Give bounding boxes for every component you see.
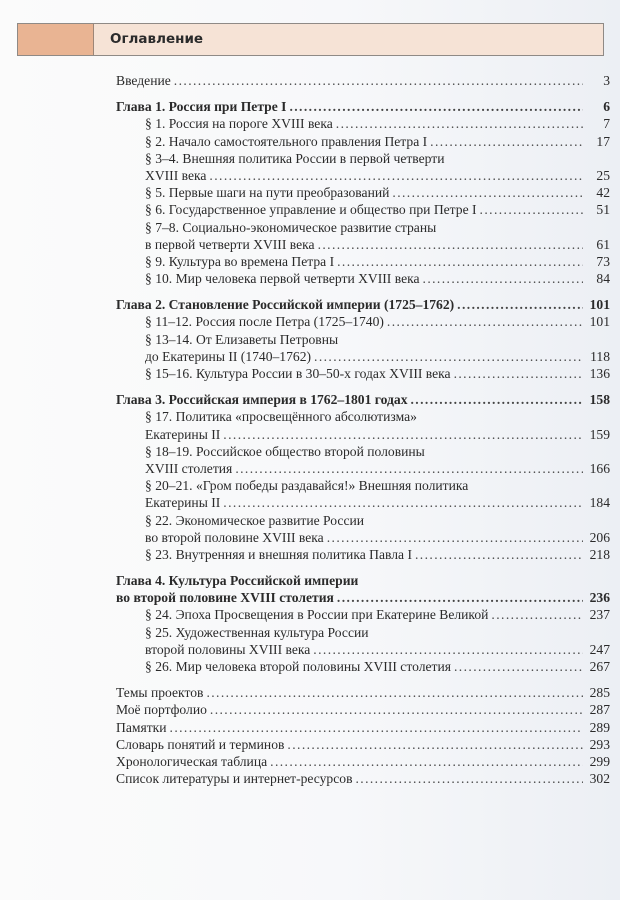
toc-entry-chronology[interactable] [116, 753, 610, 770]
section-title-line2: XVIII века [145, 167, 207, 183]
page-number: 84 [596, 271, 610, 287]
toc-entry-projects[interactable] [116, 684, 610, 701]
dot-leader [270, 753, 583, 770]
toc-section[interactable] [116, 115, 610, 132]
toc-section[interactable] [116, 331, 610, 365]
section-title: § 1. Россия на пороге XVIII века [145, 116, 333, 132]
section-title: § 26. Мир человека второй половины XVIII столетия [145, 659, 451, 674]
toc-section[interactable] [116, 512, 610, 546]
section-title: § 15–16. Культура России в 30–50-х годах XVIII века [145, 366, 451, 381]
toc-chapter-1[interactable] [116, 98, 610, 115]
entry-label: Словарь понятий и терминов [116, 736, 285, 752]
page-title: Оглавление [110, 31, 204, 47]
dot-leader [430, 133, 583, 150]
toc-entry-memos[interactable] [116, 719, 610, 736]
toc-section[interactable] [116, 270, 610, 287]
section-title-line2: в первой четверти XVIII века [145, 236, 315, 252]
dot-leader [454, 658, 583, 675]
chapter-title: Глава 1. Россия при Петре I [116, 99, 287, 115]
section-title: § 11–12. Россия после Петра (1725–1740) [145, 314, 384, 330]
dot-leader [480, 201, 583, 218]
section-title-line1: § 17. Политика «просвещённого абсолютизма» [145, 409, 417, 425]
page-number: 159 [589, 426, 610, 442]
section-title-line2: во второй половине XVIII века [145, 529, 324, 545]
page-number: 3 [603, 73, 610, 88]
entry-label: Моё портфолио [116, 702, 207, 718]
section-title-line1: § 3–4. Внешняя политика России в первой четверти [145, 150, 445, 166]
page-number: 118 [590, 348, 610, 364]
section-title-line1: § 20–21. «Гром победы раздавайся!» Внешняя политика [145, 478, 469, 494]
toc-section[interactable] [116, 408, 610, 442]
page-number: 101 [589, 314, 610, 330]
page-number: 302 [589, 771, 610, 787]
dot-leader [289, 98, 583, 115]
toc-header [17, 23, 604, 56]
dot-leader [491, 606, 583, 623]
dot-leader [337, 589, 583, 606]
toc-section[interactable] [116, 658, 610, 675]
section-title: § 23. Внутренняя и внешняя политика Павла I [145, 546, 412, 562]
entry-label: Введение [116, 73, 171, 88]
dot-leader [170, 719, 583, 736]
entry-label: Памятки [116, 719, 167, 735]
page-number: 285 [589, 685, 610, 701]
section-title-line2: Екатерины II [145, 495, 221, 511]
chapter-title-line1: Глава 4. Культура Российской империи [116, 573, 359, 589]
page-number: 218 [589, 546, 610, 562]
page-number: 17 [596, 133, 610, 149]
section-title-line1: § 7–8. Социально-экономическое развитие страны [145, 219, 437, 235]
page-number: 267 [589, 659, 610, 674]
page-number: 158 [589, 392, 610, 408]
toc-entry-intro[interactable] [116, 72, 610, 89]
page-number: 7 [603, 116, 610, 132]
dot-leader [457, 296, 583, 313]
dot-leader [337, 253, 583, 270]
toc-section[interactable] [116, 546, 610, 563]
section-title: § 6. Государственное управление и общество при Петре I [145, 202, 477, 218]
page-number: 6 [603, 99, 610, 115]
section-title-line2: Екатерины II [145, 426, 221, 442]
toc-section[interactable] [116, 477, 610, 511]
page-number: 236 [589, 590, 610, 606]
entry-label: Темы проектов [116, 685, 204, 701]
dot-leader [387, 313, 583, 330]
section-title-line2: второй половины XVIII века [145, 641, 311, 657]
entry-label: Хронологическая таблица [116, 753, 268, 769]
toc-section[interactable] [116, 624, 610, 658]
section-title: § 10. Мир человека первой четверти XVIII века [145, 271, 420, 287]
dot-leader [423, 270, 583, 287]
chapter-title: Глава 3. Российская империя в 1762–1801 годах [116, 392, 408, 408]
dot-leader [327, 529, 583, 546]
toc-entry-references[interactable] [116, 770, 610, 787]
dot-leader [313, 641, 583, 658]
section-title-line1: § 25. Художественная культура России [145, 624, 369, 640]
section-title-line2: XVIII столетия [145, 460, 233, 476]
page-number: 101 [589, 297, 610, 313]
section-title-line1: § 13–14. От Елизаветы Петровны [145, 331, 339, 347]
page-number: 61 [596, 236, 610, 252]
page-number: 287 [589, 702, 610, 718]
toc-section[interactable] [116, 219, 610, 253]
page-number: 289 [589, 719, 610, 735]
page-number: 299 [589, 753, 610, 769]
page-number: 247 [589, 641, 610, 657]
page-number: 25 [596, 167, 610, 183]
dot-leader [454, 365, 583, 382]
section-title: § 24. Эпоха Просвещения в России при Екатерине Великой [145, 607, 489, 623]
chapter-title-line2: во второй половине XVIII столетия [116, 590, 334, 606]
toc-section[interactable] [116, 443, 610, 477]
dot-leader [206, 684, 583, 701]
dot-leader [411, 391, 584, 408]
page-number: 237 [589, 607, 610, 623]
toc-section[interactable] [116, 253, 610, 270]
toc-section[interactable] [116, 606, 610, 623]
dot-leader [287, 736, 583, 753]
page-number: 42 [596, 185, 610, 201]
page-number: 184 [589, 495, 610, 511]
dot-leader [223, 426, 583, 443]
header-accent-block [18, 24, 94, 55]
toc-chapter-3[interactable] [116, 391, 610, 408]
section-title: § 5. Первые шаги на пути преобразований [145, 185, 390, 201]
dot-leader [415, 546, 583, 563]
page-number: 166 [589, 460, 610, 476]
toc-section[interactable] [116, 133, 610, 150]
dot-leader [235, 460, 583, 477]
page-number: 206 [589, 529, 610, 545]
toc-entry-glossary[interactable] [116, 736, 610, 753]
section-title-line1: § 22. Экономическое развитие России [145, 512, 365, 528]
dot-leader [314, 348, 583, 365]
page-number: 293 [589, 736, 610, 752]
dot-leader [392, 184, 583, 201]
section-title: § 9. Культура во времена Петра I [145, 253, 335, 269]
dot-leader [210, 701, 583, 718]
page-number: 51 [596, 202, 610, 218]
dot-leader [209, 167, 583, 184]
toc-section[interactable] [116, 365, 610, 382]
page-number: 136 [589, 366, 610, 381]
dot-leader [355, 770, 583, 787]
page-number: 73 [596, 253, 610, 269]
dot-leader [318, 236, 583, 253]
toc-section[interactable] [116, 184, 610, 201]
dot-leader [174, 72, 583, 89]
toc-chapter-2[interactable] [116, 296, 610, 313]
section-title-line2: до Екатерины II (1740–1762) [145, 348, 312, 364]
toc-entry-portfolio[interactable] [116, 701, 610, 718]
entry-label: Список литературы и интернет-ресурсов [116, 771, 353, 787]
section-title-line1: § 18–19. Российское общество второй половины [145, 443, 425, 459]
section-title: § 2. Начало самостоятельного правления Петра I [145, 133, 428, 149]
toc-section[interactable] [116, 150, 610, 184]
toc-chapter-4[interactable] [116, 572, 610, 606]
chapter-title: Глава 2. Становление Российской империи (1725–1762) [116, 297, 455, 313]
toc-section[interactable] [116, 201, 610, 218]
dot-leader [223, 494, 583, 511]
table-of-contents [116, 72, 610, 787]
dot-leader [336, 115, 583, 132]
toc-section[interactable] [116, 313, 610, 330]
